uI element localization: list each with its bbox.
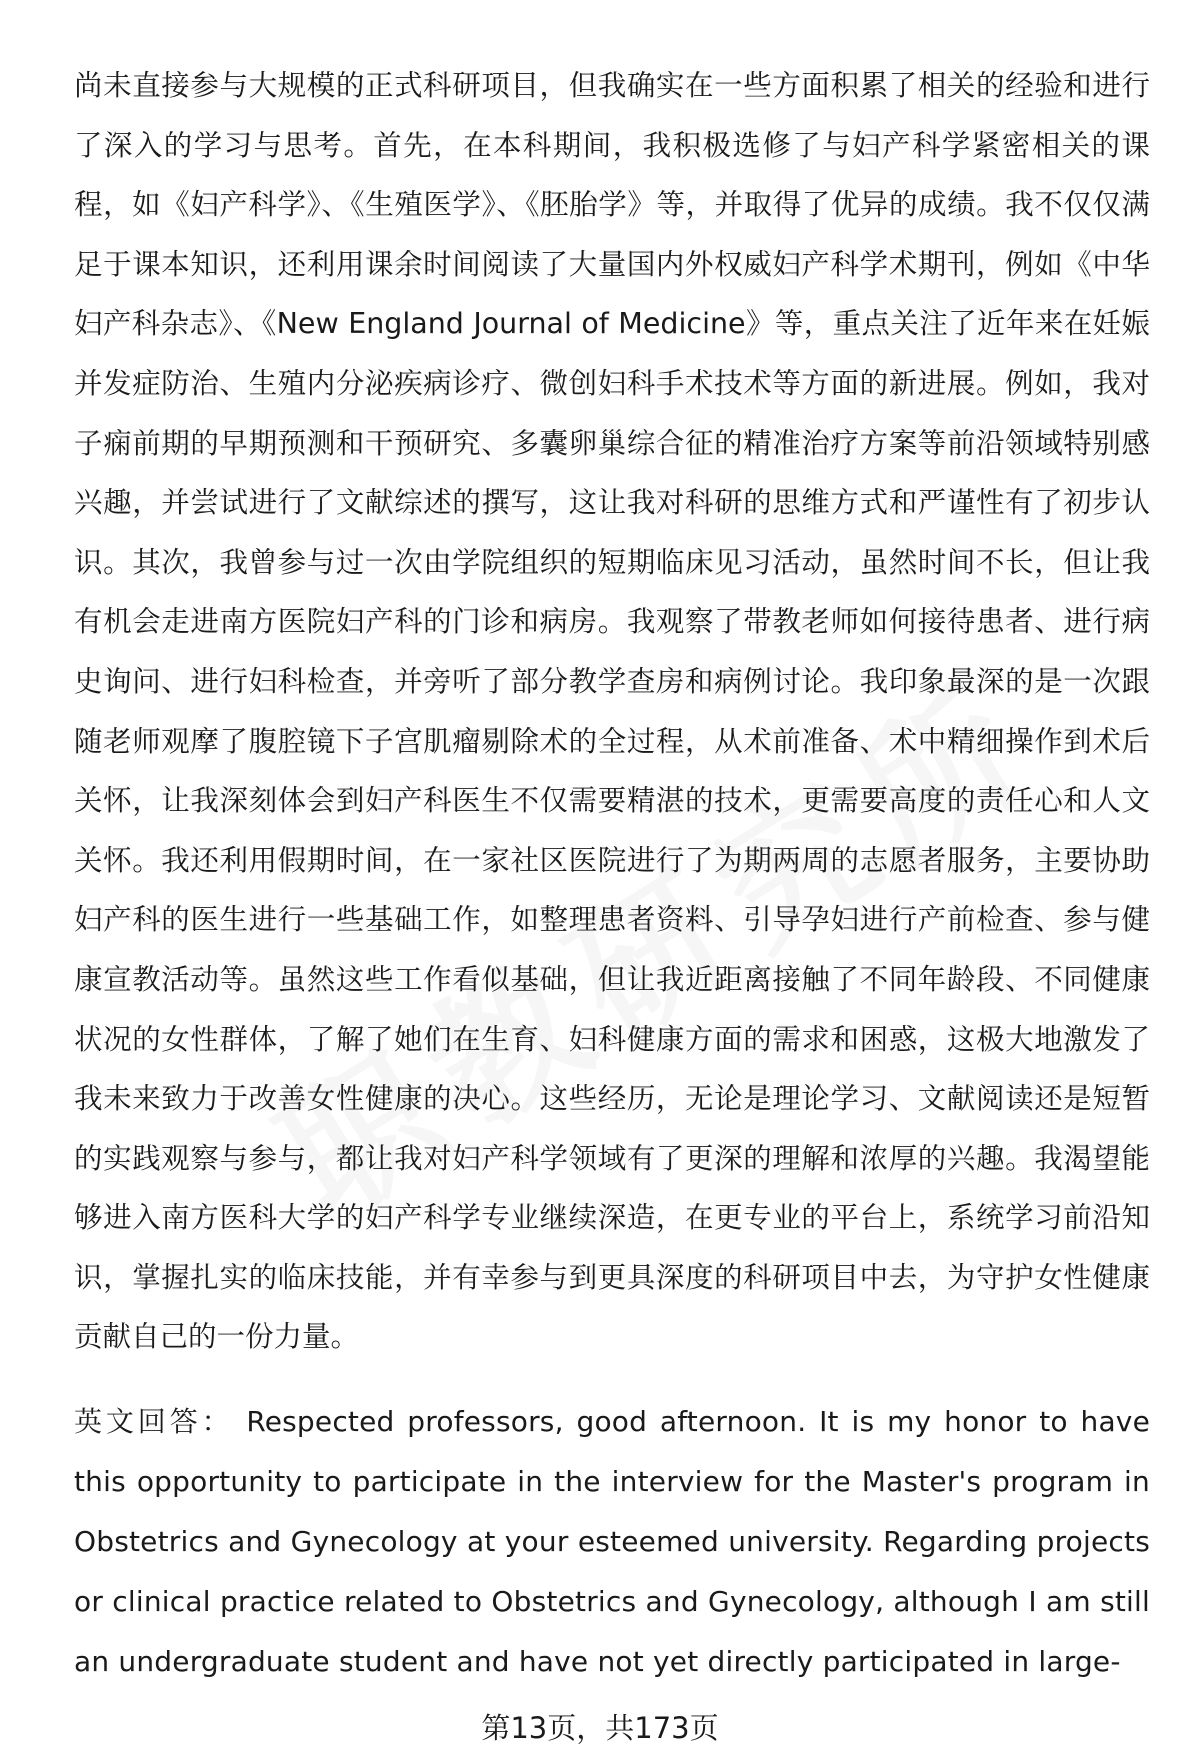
english-answer-text: Respected professors, good afternoon. It is my honor to have this opportunity to participate in the interview for the Master's program in Obstetrics and Gynecology at your esteemed university. Regarding projects or clinical practice related to Obstetrics and Gynecology, although I am still an undergraduate student and have not yet directly participated in large-	[74, 1405, 1151, 1678]
page-number-footer: 第13页，共173页	[481, 1711, 719, 1745]
english-answer-paragraph	[74, 1392, 1150, 1692]
english-answer-label: 英文回答：	[74, 1405, 234, 1438]
chinese-answer-paragraph: 尚未直接参与大规模的正式科研项目，但我确实在一些方面积累了相关的经验和进行了深入的学习与思考。首先，在本科期间，我积极选修了与妇产科学紧密相关的课程，如《妇产科学》、《生殖医学》、《胚胎学》等，并取得了优异的成绩。我不仅仅满足于课本知识，还利用课余时间阅读了大量国内外权威妇产科学术期刊，例如《中华妇产科杂志》、《New England Journal of Medicine》等，重点关注了近年来在妊娠并发症防治、生殖内分泌疾病诊疗、微创妇科手术技术等方面的新进展。例如，我对子痫前期的早期预测和干预研究、多囊卵巢综合征的精准治疗方案等前沿领域特别感兴趣，并尝试进行了文献综述的撰写，这让我对科研的思维方式和严谨性有了初步认识。其次，我曾参与过一次由学院组织的短期临床见习活动，虽然时间不长，但让我有机会走进南方医院妇产科的门诊和病房。我观察了带教老师如何接待患者、进行病史询问、进行妇科检查，并旁听了部分教学查房和病例讨论。我印象最深的是一次跟随老师观摩了腹腔镜下子宫肌瘤剔除术的全过程，从术前准备、术中精细操作到术后关怀，让我深刻体会到妇产科医生不仅需要精湛的技术，更需要高度的责任心和人文关怀。我还利用假期时间，在一家社区医院进行了为期两周的志愿者服务，主要协助妇产科的医生进行一些基础工作，如整理患者资料、引导孕妇进行产前检查、参与健康宣教活动等。虽然这些工作看似基础，但让我近距离接触了不同年龄段、不同健康状况的女性群体，了解了她们在生育、妇科健康方面的需求和困惑，这极大地激发了我未来致力于改善女性健康的决心。这些经历，无论是理论学习、文献阅读还是短暂的实践观察与参与，都让我对妇产科学领域有了更深的理解和浓厚的兴趣。我渴望能够进入南方医科大学的妇产科学专业继续深造，在更专业的平台上，系统学习前沿知识，掌握扎实的临床技能，并有幸参与到更具深度的科研项目中去，为守护女性健康贡献自己的一份力量。	[74, 69, 1150, 1354]
